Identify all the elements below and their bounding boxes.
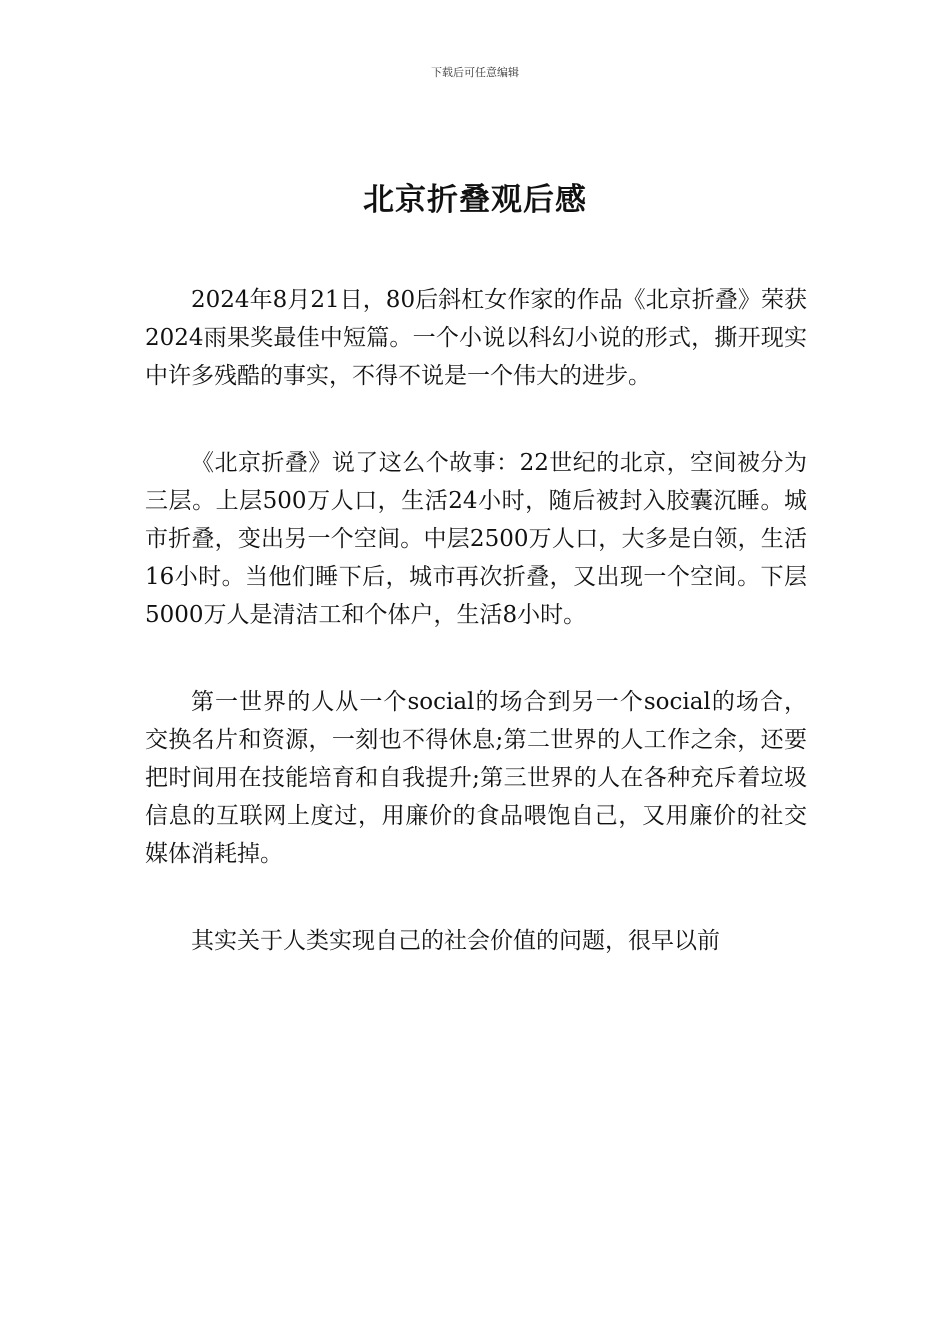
paragraph-3: 第一世界的人从一个social的场合到另一个social的场合，交换名片和资源，一刻也不得休息;第二世界的人工作之余，还要把时间用在技能培育和自我提升;第三世界的人在各种充斥着垃圾信息的互联网上度过，用廉价的食品喂饱自己，又用廉价的社交媒体消耗掉。	[145, 689, 807, 867]
page-header-note: 下载后可任意编辑	[431, 66, 519, 79]
document-title: 北京折叠观后感	[363, 182, 587, 218]
paragraph-2: 《北京折叠》说了这么个故事：22世纪的北京，空间被分为三层。上层500万人口，生活24小时，随后被封入胶囊沉睡。城市折叠，变出另一个空间。中层2500万人口，大多是白领，生活16小时。当他们睡下后，城市再次折叠，又出现一个空间。下层5000万人是清洁工和个体户，生活8小时。	[145, 450, 807, 628]
paragraph-4: 其实关于人类实现自己的社会价值的问题，很早以前	[191, 928, 720, 955]
paragraph-1: 2024年8月21日，80后斜杠女作家的作品《北京折叠》荣获2024雨果奖最佳中短篇。一个小说以科幻小说的形式，撕开现实中许多残酷的事实，不得不说是一个伟大的进步。	[145, 287, 807, 389]
document-body	[145, 282, 807, 1011]
